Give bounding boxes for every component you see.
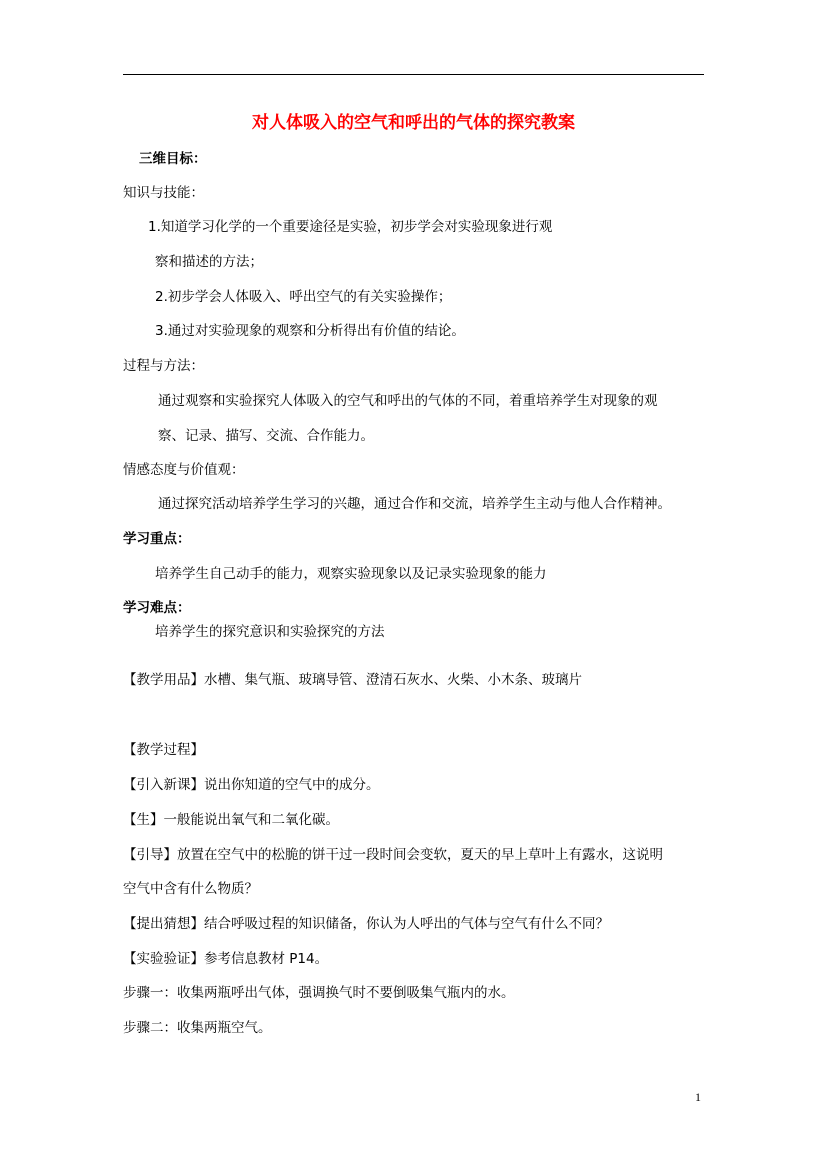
knowledge-item-1-line-1: 1.知道学习化学的一个重要途径是实验，初步学会对实验现象进行观 — [148, 219, 553, 235]
emotion-line-1: 通过探究活动培养学生学习的兴趣，通过合作和交流，培养学生主动与他人合作精神。 — [158, 496, 671, 512]
key-points-text: 培养学生自己动手的能力，观察实验现象以及记录实验现象的能力 — [155, 566, 547, 582]
emotion-heading: 情感态度与价值观： — [123, 462, 245, 478]
procedure-guide-line-1: 【引导】放置在空气中的松脆的饼干过一段时间会变软，夏天的早上草叶上有露水，这说明 — [123, 847, 663, 863]
process-line-1: 通过观察和实验探究人体吸入的空气和呼出的气体的不同，着重培养学生对现象的观 — [158, 393, 658, 409]
procedure-verify: 【实验验证】参考信息教材 P14。 — [123, 951, 329, 967]
procedure-student: 【生】一般能说出氧气和二氧化碳。 — [123, 812, 339, 828]
materials-line: 【教学用品】水槽、集气瓶、玻璃导管、澄清石灰水、火柴、小木条、玻璃片 — [123, 672, 582, 688]
difficulties-text: 培养学生的探究意识和实验探究的方法 — [155, 624, 385, 640]
knowledge-heading: 知识与技能： — [123, 185, 204, 201]
process-line-2: 察、记录、描写、交流、合作能力。 — [158, 428, 374, 444]
header-rule — [123, 74, 704, 75]
procedure-heading: 【教学过程】 — [123, 742, 204, 758]
procedure-step-2: 步骤二：收集两瓶空气。 — [123, 1020, 272, 1036]
knowledge-item-3: 3.通过对实验现象的观察和分析得出有价值的结论。 — [155, 323, 465, 339]
knowledge-item-1-line-2: 察和描述的方法； — [155, 254, 263, 270]
process-heading: 过程与方法： — [123, 358, 204, 374]
procedure-hypothesis: 【提出猜想】结合呼吸过程的知识储备，你认为人呼出的气体与空气有什么不同？ — [123, 916, 609, 932]
knowledge-item-2: 2.初步学会人体吸入、呼出空气的有关实验操作； — [155, 289, 452, 305]
goals-heading: 三维目标： — [139, 151, 207, 167]
difficulties-heading: 学习难点： — [123, 600, 191, 616]
procedure-step-1: 步骤一：收集两瓶呼出气体，强调换气时不要倒吸集气瓶内的水。 — [123, 985, 515, 1001]
key-points-heading: 学习重点： — [123, 531, 191, 547]
document-title: 对人体吸入的空气和呼出的气体的探究教案 — [252, 113, 575, 133]
procedure-guide-line-2: 空气中含有什么物质？ — [123, 881, 258, 897]
procedure-intro: 【引入新课】说出你知道的空气中的成分。 — [123, 777, 380, 793]
page-number: 1 — [695, 1090, 701, 1104]
